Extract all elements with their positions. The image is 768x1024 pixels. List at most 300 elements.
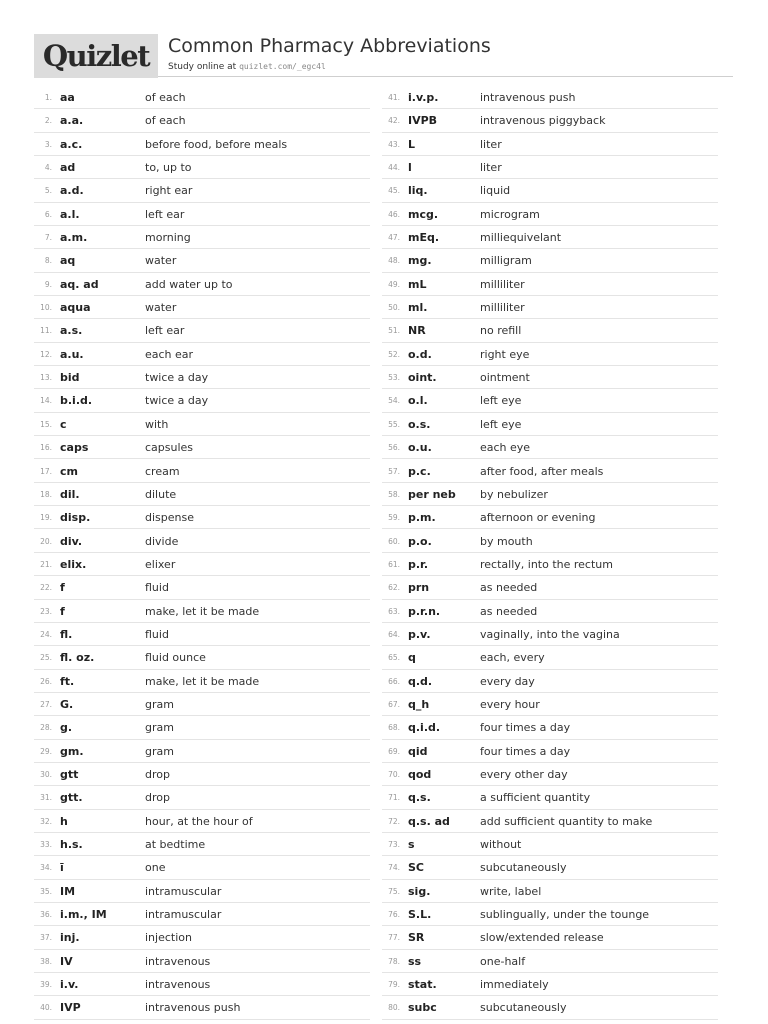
item-number: 51. [388,326,400,336]
item-number: 59. [388,513,400,523]
item-number: 52. [388,349,400,359]
item-number: 62. [388,583,400,593]
item-definition: intravenous [145,954,211,968]
list-item [34,997,370,1019]
item-number: 78. [388,956,400,966]
list-item [382,647,718,669]
list-item [382,554,718,576]
left-column [34,87,370,1021]
item-number: 34. [40,863,52,873]
item-term: i.v.p. [408,91,439,104]
list-item [34,811,370,833]
list-item [34,904,370,926]
item-definition: slow/extended release [480,931,604,945]
item-definition: gram [145,744,174,758]
list-item [382,764,718,786]
item-number: 80. [388,1003,400,1013]
item-number: 54. [388,396,400,406]
item-number: 71. [388,793,400,803]
item-term: a.m. [60,231,88,245]
item-definition: left eye [480,417,522,431]
item-definition: right ear [145,184,193,198]
item-definition: vaginally, into the vagina [480,627,620,641]
item-definition: water [145,301,177,315]
list-item [382,951,718,973]
item-definition: every hour [480,697,540,711]
item-number: 18. [40,489,52,499]
item-term: gtt [60,767,79,781]
item-number: 16. [40,443,52,453]
item-number: 28. [40,723,52,733]
item-definition: liter [480,161,502,175]
list-item [34,717,370,739]
item-definition: of each [145,91,186,104]
list-item [34,834,370,856]
item-definition: afternoon or evening [480,511,596,525]
item-definition: before food, before meals [145,137,288,151]
item-term: a.l. [60,207,80,221]
item-term: q.i.d. [408,721,441,735]
item-term: a.d. [60,184,84,198]
item-term: q.d. [408,674,433,688]
item-definition: intramuscular [145,884,222,898]
item-term: S.L. [408,908,432,922]
list-item [382,717,718,739]
item-term: aqua [60,301,91,315]
item-number: 10. [40,303,52,313]
list-item [34,601,370,623]
item-term: aa [60,91,75,104]
item-term: p.r.n. [408,604,441,618]
item-definition: fluid [145,627,169,641]
item-definition: drop [145,791,170,805]
item-number: 74. [388,863,400,873]
item-term: IVPB [408,114,438,128]
item-number: 41. [388,93,400,102]
list-item [34,274,370,296]
list-item [382,507,718,529]
item-term: a.u. [60,347,84,361]
item-term: liq. [408,184,428,198]
item-term: aq. ad [60,277,99,291]
item-number: 49. [388,279,400,289]
item-definition: left ear [145,207,185,221]
item-number: 73. [388,840,400,849]
list-item [382,134,718,156]
item-number: 75. [388,886,400,896]
item-number: 21. [40,559,52,569]
list-item [382,694,718,716]
item-term: SR [408,931,425,945]
item-term: a.s. [60,324,83,338]
item-number: 9. [44,279,52,289]
item-definition: capsules [145,441,194,455]
list-item [34,344,370,366]
item-definition: left ear [145,324,185,338]
header-divider [158,76,733,77]
item-term: SC [408,861,424,875]
subtitle-prefix: Study online at [168,62,237,72]
list-item [382,87,718,109]
item-number: 30. [40,769,52,779]
list-item [34,787,370,809]
list-item [382,274,718,296]
item-definition: gram [145,697,174,711]
item-number: 48. [388,256,400,266]
item-term: b.i.d. [60,394,93,408]
item-term: o.l. [408,394,428,408]
item-number: 60. [388,536,400,546]
list-item [34,531,370,553]
item-number: 58. [388,489,400,499]
item-term: gtt. [60,791,83,805]
list-item [34,320,370,342]
item-term: mL [408,277,427,291]
item-term: IM [60,884,76,898]
item-number: 50. [388,303,400,313]
item-definition: each, every [480,651,545,665]
item-definition: right eye [480,347,530,361]
item-term: stat. [408,978,437,992]
item-term: f [60,581,65,595]
list-item [34,554,370,576]
item-term: c [60,417,67,431]
item-term: a.c. [60,137,83,151]
item-number: 61. [388,559,400,569]
item-number: 11. [40,326,52,336]
list-item [34,671,370,693]
item-term: inj. [60,931,80,945]
item-definition: of each [145,114,186,128]
list-item [382,414,718,436]
item-term: IV [60,954,73,968]
item-definition: each eye [480,441,531,455]
item-definition: add sufficient quantity to make [480,814,653,828]
item-term: h.s. [60,838,83,851]
item-definition: elixer [145,557,176,571]
item-number: 3. [44,139,52,149]
item-number: 13. [40,373,52,383]
item-number: 39. [40,980,52,990]
item-definition: by mouth [480,534,533,548]
item-term: l [408,161,412,175]
item-number: 26. [40,676,52,686]
list-item [34,461,370,483]
page-header [34,34,733,78]
list-item [382,811,718,833]
item-number: 45. [388,186,400,196]
list-item [34,624,370,646]
item-definition: dilute [145,487,177,501]
item-definition: at bedtime [145,838,206,851]
item-term: aq [60,254,76,268]
item-term: o.u. [408,441,432,455]
item-term: ad [60,161,76,175]
item-definition: twice a day [145,371,209,385]
list-item [34,227,370,249]
item-term: ī [60,861,64,875]
item-definition: each ear [145,347,194,361]
list-item [34,694,370,716]
item-definition: morning [145,231,191,245]
item-definition: intravenous push [480,91,576,104]
item-number: 20. [40,536,52,546]
item-term: p.m. [408,511,436,525]
item-definition: after food, after meals [480,464,604,478]
item-term: p.v. [408,627,431,641]
subtitle-url[interactable]: quizlet.com/_egc4l [239,62,326,71]
item-number: 1. [44,93,52,102]
item-term: dil. [60,487,80,501]
list-item [382,741,718,763]
item-definition: hour, at the hour of [145,814,253,828]
item-term: mg. [408,254,432,268]
item-number: 46. [388,209,400,219]
item-number: 36. [40,910,52,920]
item-number: 66. [388,676,400,686]
item-term: s [408,838,415,851]
item-number: 14. [40,396,52,406]
item-term: IVP [60,1001,81,1015]
item-number: 15. [40,419,52,429]
item-number: 29. [40,746,52,756]
item-definition: by nebulizer [480,487,548,501]
item-term: NR [408,324,426,338]
item-definition: intravenous [145,978,211,992]
item-term: qod [408,767,432,781]
item-term: ml. [408,301,428,315]
list-item [382,110,718,132]
list-item [34,367,370,389]
page-title: Common Pharmacy Abbreviations [168,35,491,57]
list-item [34,297,370,319]
item-definition: drop [145,767,170,781]
list-item [34,764,370,786]
item-term: q.s. ad [408,814,450,828]
item-term: i.v. [60,978,79,992]
list-item [34,134,370,156]
item-term: sig. [408,884,431,898]
quizlet-logo: Quizlet [34,34,158,78]
item-term: subc [408,1001,437,1015]
item-definition: write, label [480,884,542,898]
list-item [34,647,370,669]
list-item [382,320,718,342]
item-definition: subcutaneously [480,861,567,875]
item-definition: as needed [480,581,538,595]
item-number: 65. [388,653,400,663]
list-item [382,671,718,693]
item-definition: with [145,417,169,431]
item-term: bid [60,371,80,385]
item-definition: one-half [480,954,526,968]
item-term: q_h [408,697,430,711]
item-definition: make, let it be made [145,674,260,688]
item-term: g. [60,721,73,735]
item-term: L [408,137,416,151]
list-item [382,857,718,879]
item-term: a.a. [60,114,84,128]
list-item [382,881,718,903]
list-item [34,881,370,903]
item-number: 44. [388,163,400,173]
item-definition: fluid [145,581,169,595]
list-item [382,344,718,366]
item-number: 55. [388,419,400,429]
list-item [34,390,370,412]
item-number: 70. [388,769,400,779]
item-term: h [60,814,68,828]
item-number: 57. [388,466,400,476]
item-term: mEq. [408,231,440,245]
item-definition: add water up to [145,277,233,291]
item-term: q.s. [408,791,431,805]
item-number: 27. [40,699,52,709]
item-number: 68. [388,723,400,733]
item-definition: dispense [145,511,194,525]
list-item [382,601,718,623]
item-definition: milligram [480,254,532,268]
item-number: 2. [44,116,52,126]
list-item [34,927,370,949]
page-subtitle [168,62,326,72]
item-number: 32. [40,816,52,826]
item-definition: four times a day [480,721,571,735]
item-number: 47. [388,233,400,243]
list-item [382,204,718,226]
item-number: 7. [44,233,52,243]
list-item [382,484,718,506]
item-term: gm. [60,744,84,758]
list-item [34,484,370,506]
item-definition: fluid ounce [145,651,206,665]
item-number: 5. [44,186,52,196]
list-item [34,87,370,109]
item-term: elix. [60,557,87,571]
list-item [382,157,718,179]
item-number: 31. [40,793,52,803]
item-term: i.m., IM [60,908,107,922]
item-number: 23. [40,606,52,616]
item-term: per neb [408,487,456,501]
item-term: caps [60,441,89,455]
item-number: 33. [40,840,52,849]
item-number: 53. [388,373,400,383]
list-item [382,227,718,249]
list-item [382,297,718,319]
item-number: 40. [40,1003,52,1013]
item-term: p.c. [408,464,431,478]
item-definition: ointment [480,371,530,385]
item-definition: divide [145,534,179,548]
item-definition: gram [145,721,174,735]
list-item [382,577,718,599]
item-number: 37. [40,933,52,943]
item-definition: to, up to [145,161,192,175]
item-number: 67. [388,699,400,709]
item-number: 64. [388,629,400,639]
item-definition: as needed [480,604,538,618]
item-number: 35. [40,886,52,896]
list-item [34,577,370,599]
list-item [382,390,718,412]
item-number: 22. [40,583,52,593]
item-term: ss [408,954,422,968]
item-definition: injection [145,931,192,945]
item-definition: water [145,254,177,268]
item-definition: intravenous piggyback [480,114,606,128]
item-number: 4. [44,163,52,173]
list-item [34,951,370,973]
item-number: 38. [40,956,52,966]
item-term: p.o. [408,534,432,548]
item-definition: sublingually, under the tounge [480,908,650,922]
item-definition: intramuscular [145,908,222,922]
list-item [34,414,370,436]
item-definition: milliliter [480,277,525,291]
item-definition: liquid [480,184,511,198]
item-term: fl. [60,627,73,641]
list-item [382,904,718,926]
list-item [382,461,718,483]
item-definition: rectally, into the rectum [480,557,613,571]
item-number: 42. [388,116,400,126]
list-item [34,437,370,459]
item-number: 76. [388,910,400,920]
list-item [34,180,370,202]
item-term: prn [408,581,430,595]
list-item [34,857,370,879]
item-definition: immediately [480,978,549,992]
item-definition: intravenous push [145,1001,241,1015]
item-number: 79. [388,980,400,990]
list-item [34,157,370,179]
item-definition: microgram [480,207,540,221]
list-item [382,927,718,949]
list-item [382,974,718,996]
list-item [34,974,370,996]
item-definition: no refill [480,324,522,338]
item-number: 17. [40,466,52,476]
item-definition: cream [145,464,180,478]
item-term: fl. oz. [60,651,95,665]
item-term: G. [60,697,74,711]
item-number: 19. [40,513,52,523]
item-term: ft. [60,674,75,688]
item-definition: milliliter [480,301,525,315]
item-term: div. [60,534,83,548]
list-item [382,834,718,856]
item-number: 77. [388,933,400,943]
item-term: mcg. [408,207,439,221]
item-definition: four times a day [480,744,571,758]
item-term: o.d. [408,347,432,361]
item-term: p.r. [408,557,429,571]
right-column [382,87,718,1021]
item-definition: a sufficient quantity [480,791,591,805]
list-item [34,110,370,132]
item-definition: every other day [480,767,568,781]
item-definition: every day [480,674,535,688]
list-item [34,741,370,763]
list-item [382,250,718,272]
item-number: 24. [40,629,52,639]
list-item [382,624,718,646]
item-number: 72. [388,816,400,826]
list-item [382,787,718,809]
item-term: disp. [60,511,91,525]
item-term: qid [408,744,428,758]
